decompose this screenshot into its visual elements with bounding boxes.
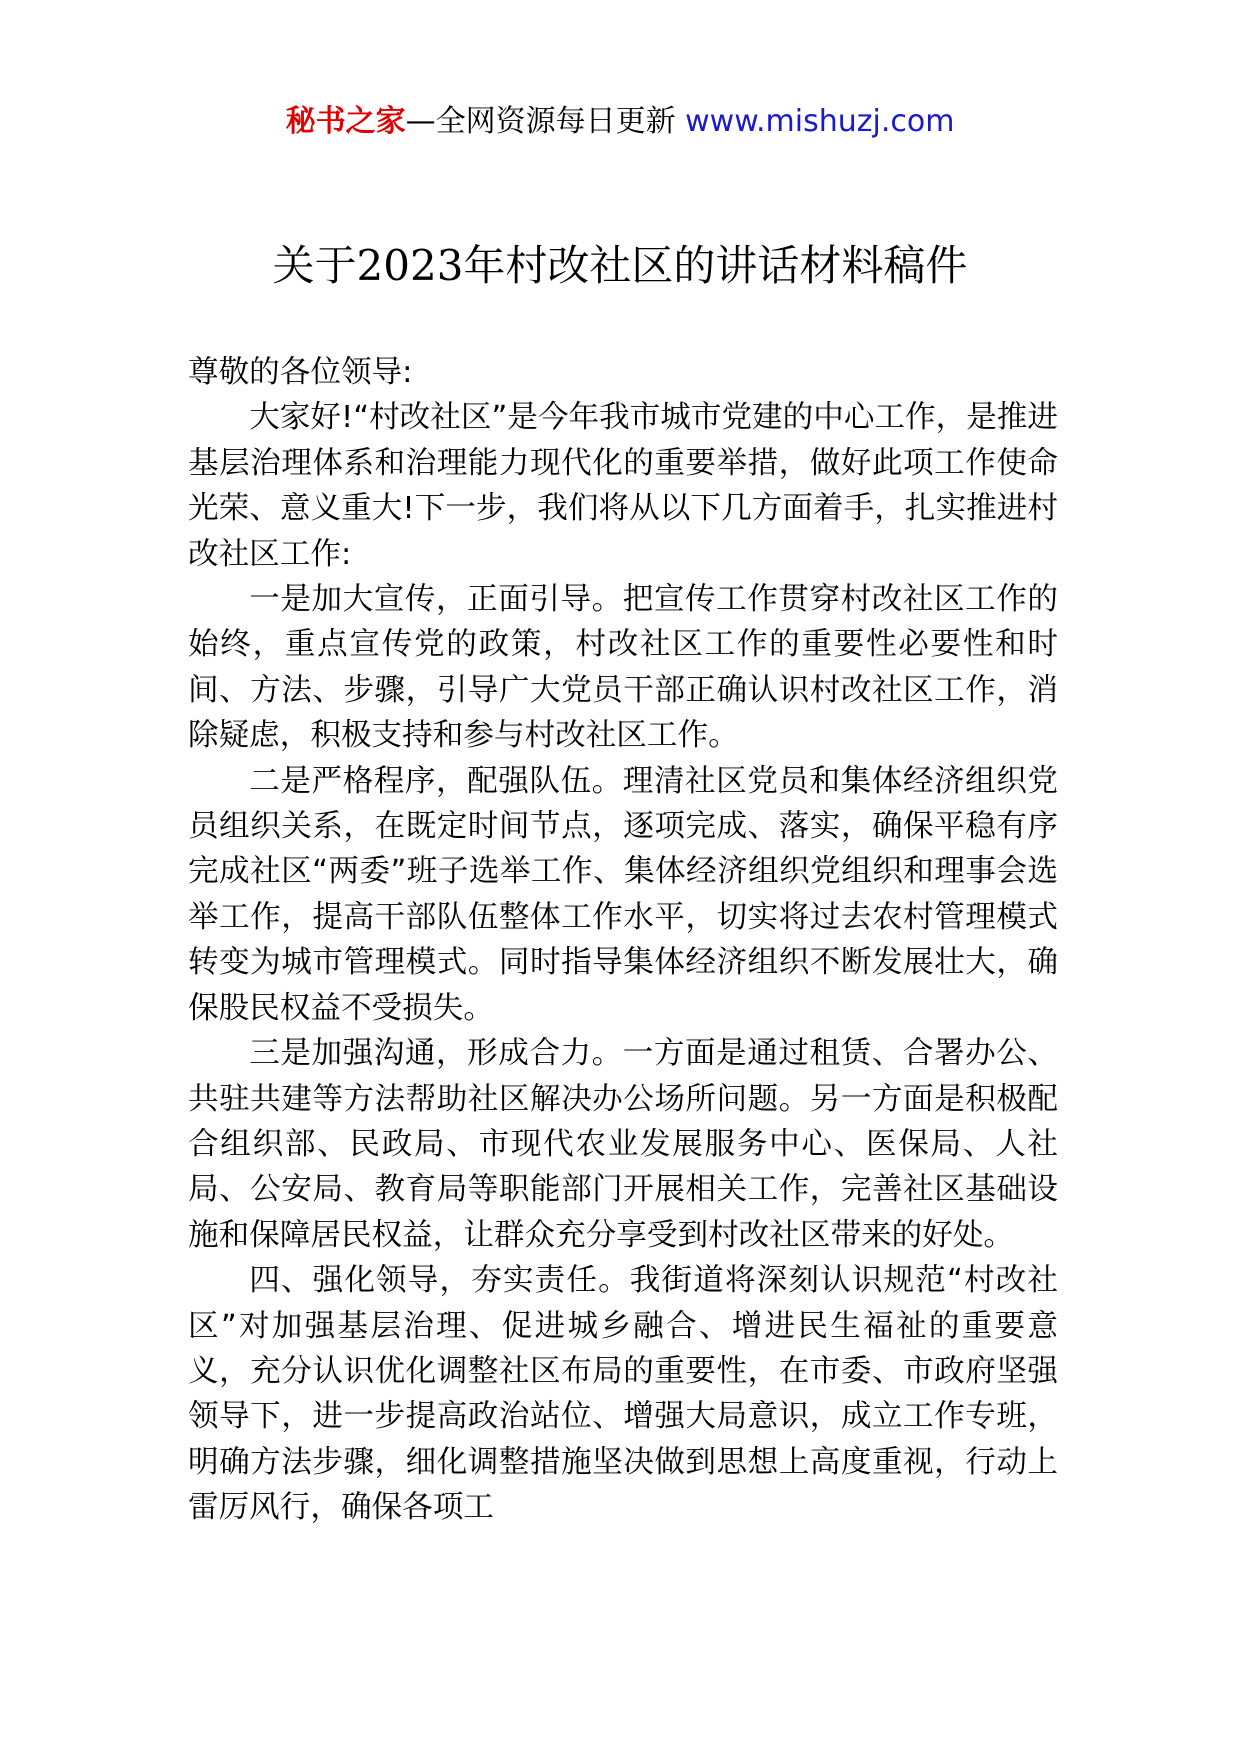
salutation: 尊敬的各位领导: — [188, 355, 413, 390]
site-header — [0, 100, 1240, 144]
paragraph-publicity: 一是加大宣传，正面引导。把宣传工作贯穿村改社区工作的始终，重点宣传党的政策，村改社区工作的重要性必要性和时间、方法、步骤，引导广大党员干部正确认识村改社区工作，消除疑虑，积极支持和参与村改社区工作。 — [188, 582, 1058, 754]
document-body — [188, 350, 1058, 1531]
brand-name: 秘书之家 — [285, 104, 406, 139]
paragraph-leadership: 四、强化领导，夯实责任。我街道将深刻认识规范“村改社区”对加强基层治理、促进城乡融合、增进民生福祉的重要意义，充分认识优化调整社区布局的重要性，在市委、市政府坚强领导下，进一步提高政治站位、增强大局意识，成立工作专班，明确方法步骤，细化调整措施坚决做到思想上高度重视，行动上雷厉风行，确保各项工 — [188, 1263, 1058, 1526]
paragraph-communication: 三是加强沟通，形成合力。一方面是通过租赁、合署办公、共驻共建等方法帮助社区解决办公场所问题。另一方面是积极配合组织部、民政局、市现代农业发展服务中心、医保局、人社局、公安局、教育局等职能部门开展相关工作，完善社区基础设施和保障居民权益，让群众充分享受到村改社区带来的好处。 — [188, 1036, 1058, 1253]
website-link[interactable]: www.mishuzj.com — [685, 104, 955, 139]
header-slogan: —全网资源每日更新 — [405, 104, 686, 139]
document-title: 关于2023年村改社区的讲话材料稿件 — [272, 241, 968, 290]
paragraph-intro: 大家好!“村改社区”是今年我市城市党建的中心工作，是推进基层治理体系和治理能力现代化的重要举措，做好此项工作使命光荣、意义重大!下一步，我们将从以下几方面着手，扎实推进村改社区工作: — [188, 400, 1058, 572]
paragraph-procedure: 二是严格程序，配强队伍。理清社区党员和集体经济组织党员组织关系，在既定时间节点，逐项完成、落实，确保平稳有序完成社区“两委”班子选举工作、集体经济组织党组织和理事会选举工作，提高干部队伍整体工作水平，切实将过去农村管理模式转变为城市管理模式。同时指导集体经济组织不断发展壮大，确保股民权益不受损失。 — [188, 763, 1058, 1026]
